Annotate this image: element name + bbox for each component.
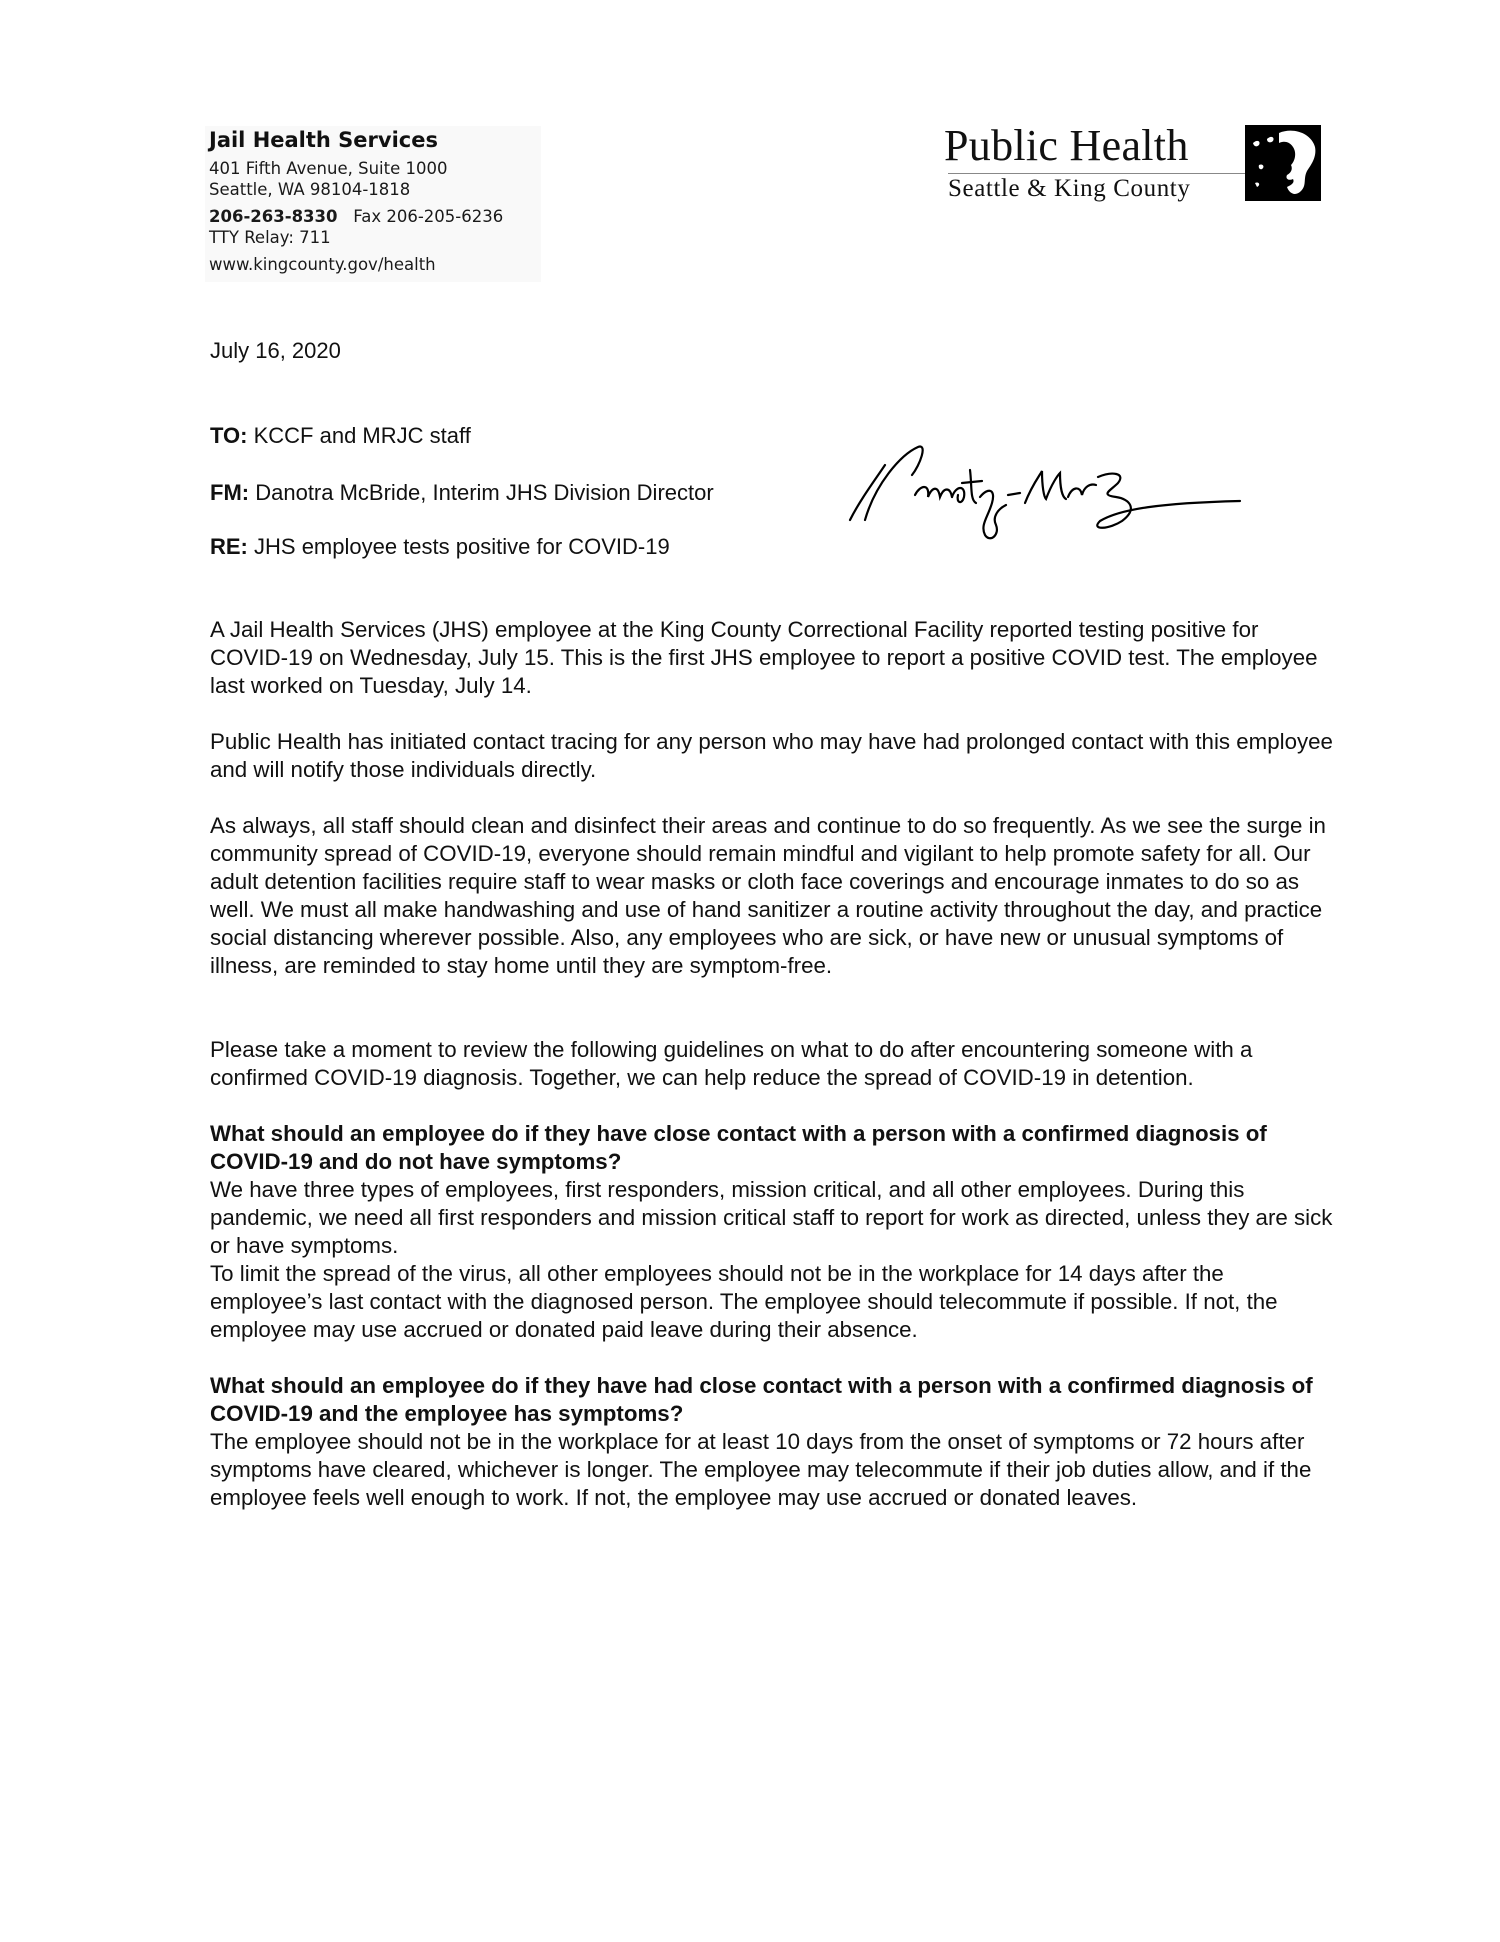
- fax-number: Fax 206-205-6236: [353, 207, 504, 226]
- faq-question-1: What should an employee do if they have close contact with a person with a confirmed diagnosis of COVID-19 and do not have symptoms?: [210, 1121, 1267, 1174]
- memo-to-value: KCCF and MRJC staff: [253, 423, 471, 448]
- memo-from-label: FM:: [210, 480, 250, 505]
- faq-section-2: [210, 1372, 1340, 1512]
- website: www.kingcounty.gov/health: [209, 255, 436, 274]
- public-health-logo: [940, 118, 1330, 208]
- letter-date: July 16, 2020: [210, 338, 341, 363]
- letterhead-block: [205, 126, 541, 282]
- memo-re: [210, 534, 670, 560]
- paragraph-3: As always, all staff should clean and disinfect their areas and continue to do so frequently. As we see the surge in community spread of COVID-19, everyone should remain mindful and vigilant to help promote safety for all. Our adult detention facilities require staff to wear masks or cloth face coverings and encourage inmates to do so as well. We must all make handwashing and use of hand sanitizer a routine activity throughout the day, and practice social distancing wherever possible. Also, any employees who are sick, or have new or unusual symptoms of illness, are reminded to stay home until they are symptom-free.: [210, 813, 1326, 978]
- logo-title: Public Health: [944, 121, 1189, 170]
- tty-relay: TTY Relay: 711: [209, 228, 331, 247]
- logo-divider: [948, 173, 1248, 174]
- memo-re-label: RE:: [210, 534, 248, 559]
- paragraph-1: A Jail Health Services (JHS) employee at the King County Correctional Facility reported testing positive for COVID-19 on Wednesday, July 15. This is the first JHS employee to report a positive COVID test. The employee last worked on Tuesday, July 14.: [210, 617, 1318, 698]
- memo-to: [210, 423, 471, 449]
- logo-subtitle: Seattle & King County: [948, 175, 1191, 202]
- address-line2: Seattle, WA 98104-1818: [209, 180, 411, 199]
- phone-number: 206-263-8330: [209, 207, 338, 226]
- phone-fax-line: [209, 207, 503, 226]
- memo-from: [210, 480, 714, 506]
- memo-from-value: Danotra McBride, Interim JHS Division Director: [255, 480, 714, 505]
- org-name: Jail Health Services: [209, 128, 438, 152]
- faq-answer-2: The employee should not be in the workplace for at least 10 days from the onset of symptoms or 72 hours after symptoms have cleared, whichever is longer. The employee may telecommute if their job duties allow, and if the employee feels well enough to work. If not, the employee may use accrued or donated leaves.: [210, 1429, 1312, 1510]
- faq-answer-1a: We have three types of employees, first responders, mission critical, and all other employees. During this pandemic, we need all first responders and mission critical staff to report for work as directed, unless they are sick or have symptoms.: [210, 1177, 1333, 1258]
- faq-question-2: What should an employee do if they have had close contact with a person with a confirmed diagnosis of COVID-19 and the employee has symptoms?: [210, 1373, 1313, 1426]
- handwritten-signature: [820, 425, 1260, 555]
- memo-to-label: TO:: [210, 423, 248, 448]
- memo-re-value: JHS employee tests positive for COVID-19: [254, 534, 670, 559]
- paragraph-2: Public Health has initiated contact tracing for any person who may have had prolonged contact with this employee and will notify those individuals directly.: [210, 729, 1333, 782]
- paragraph-4: Please take a moment to review the following guidelines on what to do after encountering someone with a confirmed COVID-19 diagnosis. Together, we can help reduce the spread of COVID-19 in detention.: [210, 1037, 1253, 1090]
- faq-answer-1b: To limit the spread of the virus, all other employees should not be in the workplace for 14 days after the employee’s last contact with the diagnosed person. The employee should telecommute if possible. If not, the employee may use accrued or donated paid leave during their absence.: [210, 1261, 1278, 1342]
- faq-section-1: [210, 1120, 1340, 1344]
- face-silhouette-icon: [1245, 125, 1321, 201]
- address-line1: 401 Fifth Avenue, Suite 1000: [209, 159, 448, 178]
